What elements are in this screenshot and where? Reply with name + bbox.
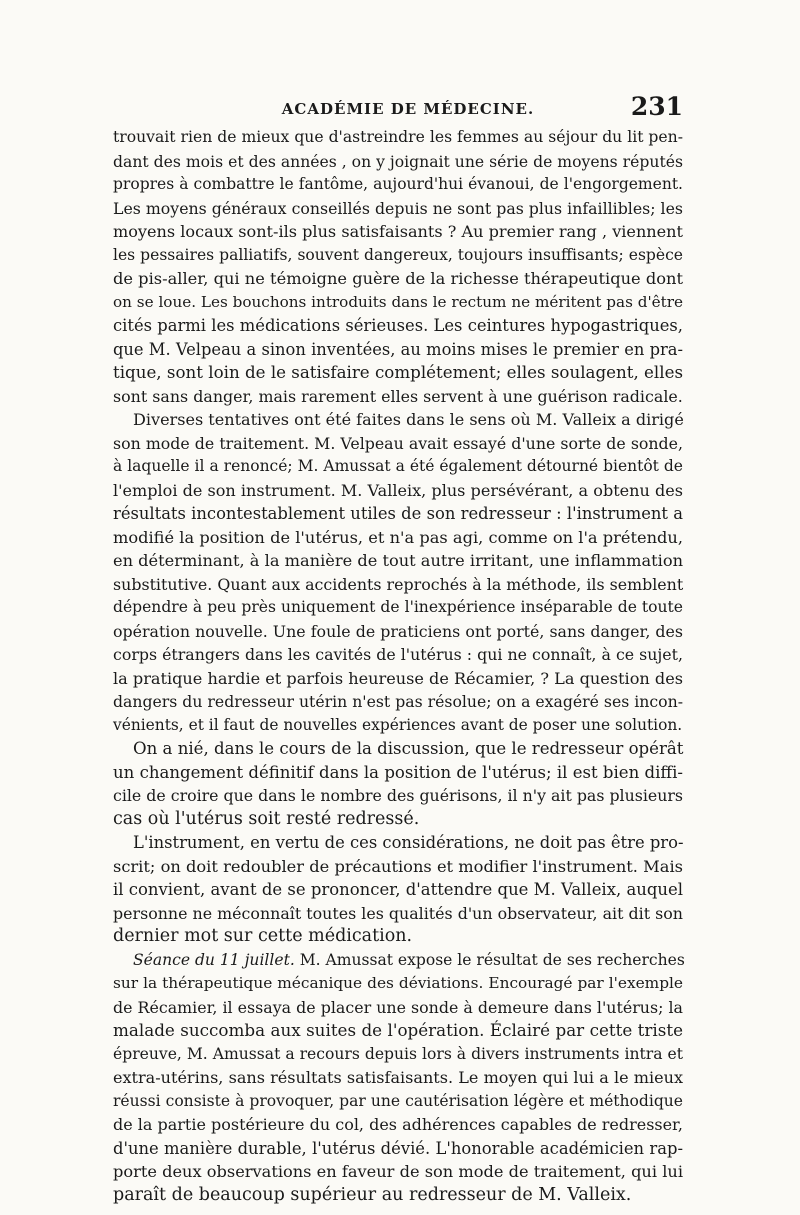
text-line: dant des mois et des années , on y joignait une série de moyens réputés xyxy=(113,151,683,171)
text-line: on se loue. Les bouchons introduits dans le rectum ne méritent pas d'être xyxy=(113,292,683,311)
text-line: son mode de traitement. M. Velpeau avait essayé d'une sorte de sonde, xyxy=(113,433,683,453)
text-line: un changement définitif dans la position de l'utérus; il est bien diffi- xyxy=(113,762,683,782)
page-header xyxy=(113,92,683,122)
text-line: cités parmi les médications sérieuses. Les ceintures hypogastriques, xyxy=(113,316,683,335)
text-line: trouvait rien de mieux que d'astreindre les femmes au séjour du lit pen- xyxy=(113,128,683,146)
text-line: en déterminant, à la manière de tout autre irritant, une inflammation xyxy=(113,551,683,570)
text-line-seance xyxy=(113,949,683,973)
body-text xyxy=(113,126,683,1207)
text-line: propres à combattre le fantôme, aujourd'hui évanoui, de l'engorgement. xyxy=(113,175,683,193)
text-line: il convient, avant de se prononcer, d'attendre que M. Valleix, auquel xyxy=(113,880,683,899)
text-line: dangers du redresseur utérin n'est pas résolue; on a exagéré ses incon- xyxy=(113,692,683,711)
text-line: de Récamier, il essaya de placer une sonde à demeure dans l'utérus; la xyxy=(113,997,683,1017)
text-line: On a nié, dans le cours de la discussion, que le redresseur opérât xyxy=(133,739,684,758)
text-line: substitutive. Quant aux accidents reprochés à la méthode, ils semblent xyxy=(113,574,684,594)
text-line: malade succomba aux suites de l'opération. Éclairé par cette triste xyxy=(113,1020,683,1040)
text-line: L'instrument, en vertu de ces considérations, ne doit pas être pro- xyxy=(133,833,684,852)
text-line: scrit; on doit redoubler de précautions et modifier l'instrument. Mais xyxy=(113,856,683,876)
running-title: ACADÉMIE DE MÉDECINE. xyxy=(281,100,535,118)
text-line: Les moyens généraux conseillés depuis ne sont pas plus infaillibles; les xyxy=(113,198,683,218)
text-line: cile de croire que dans le nombre des guérisons, il n'y ait pas plusieurs xyxy=(113,786,683,805)
text-line: tique, sont loin de le satisfaire complétement; elles soulagent, elles xyxy=(113,363,684,382)
text-line: cas où l'utérus soit resté redressé. xyxy=(113,808,420,829)
text-line: sont sans danger, mais rarement elles servent à une guérison radicale. xyxy=(113,386,683,406)
seance-text: M. Amussat expose le résultat de ses recherches xyxy=(294,950,685,969)
text-line: dépendre à peu près uniquement de l'inexpérience inséparable de toute xyxy=(113,598,683,616)
text-line: Diverses tentatives ont été faites dans le sens où M. Valleix a dirigé xyxy=(133,410,684,429)
text-line: que M. Velpeau a sinon inventées, au moins mises le premier en pra- xyxy=(113,339,683,359)
text-line: opération nouvelle. Une foule de praticiens ont porté, sans danger, des xyxy=(113,621,683,641)
text-line: épreuve, M. Amussat a recours depuis lors à divers instruments intra et xyxy=(113,1044,683,1063)
text-line: réussi consiste à provoquer, par une cautérisation légère et méthodique xyxy=(113,1091,683,1110)
seance-date: Séance du 11 juillet. xyxy=(133,950,295,969)
text-line: corps étrangers dans les cavités de l'utérus : qui ne connaît, à ce sujet, xyxy=(113,645,683,664)
text-line: extra-utérins, sans résultats satisfaisants. Le moyen qui lui a le mieux xyxy=(113,1068,683,1087)
text-line: paraît de beaucoup supérieur au redresseur de M. Valleix. xyxy=(113,1184,632,1205)
text-line: à laquelle il a renoncé; M. Amussat a été également détourné bientôt de xyxy=(113,457,683,475)
page-number: 231 xyxy=(630,92,683,121)
text-line: vénients, et il faut de nouvelles expériences avant de poser une solution. xyxy=(113,715,683,734)
text-line: personne ne méconnaît toutes les qualités d'un observateur, ait dit son xyxy=(113,903,683,923)
text-line: de la partie postérieure du col, des adhérences capables de redresser, xyxy=(113,1115,683,1134)
text-line: de pis-aller, qui ne témoigne guère de la richesse thérapeutique dont xyxy=(113,269,683,288)
text-line: d'une manière durable, l'utérus dévié. L'honorable académicien rap- xyxy=(113,1138,683,1158)
text-line: la pratique hardie et parfois heureuse de Récamier, ? La question des xyxy=(113,668,684,688)
text-line: les pessaires palliatifs, souvent dangereux, toujours insuffisants; espèce xyxy=(113,245,683,264)
text-line: porte deux observations en faveur de son mode de traitement, qui lui xyxy=(113,1162,683,1181)
text-line: moyens locaux sont-ils plus satisfaisants ? Au premier rang , viennent xyxy=(113,222,683,241)
text-line: modifié la position de l'utérus, et n'a pas agi, comme on l'a prétendu, xyxy=(113,527,683,547)
text-line: résultats incontestablement utiles de son redresseur : l'instrument a xyxy=(113,504,683,523)
text-line: dernier mot sur cette médication. xyxy=(113,926,413,946)
text-line: l'emploi de son instrument. M. Valleix, plus persévérant, a obtenu des xyxy=(113,480,683,500)
text-line: sur la thérapeutique mécanique des déviations. Encouragé par l'exemple xyxy=(113,974,683,992)
